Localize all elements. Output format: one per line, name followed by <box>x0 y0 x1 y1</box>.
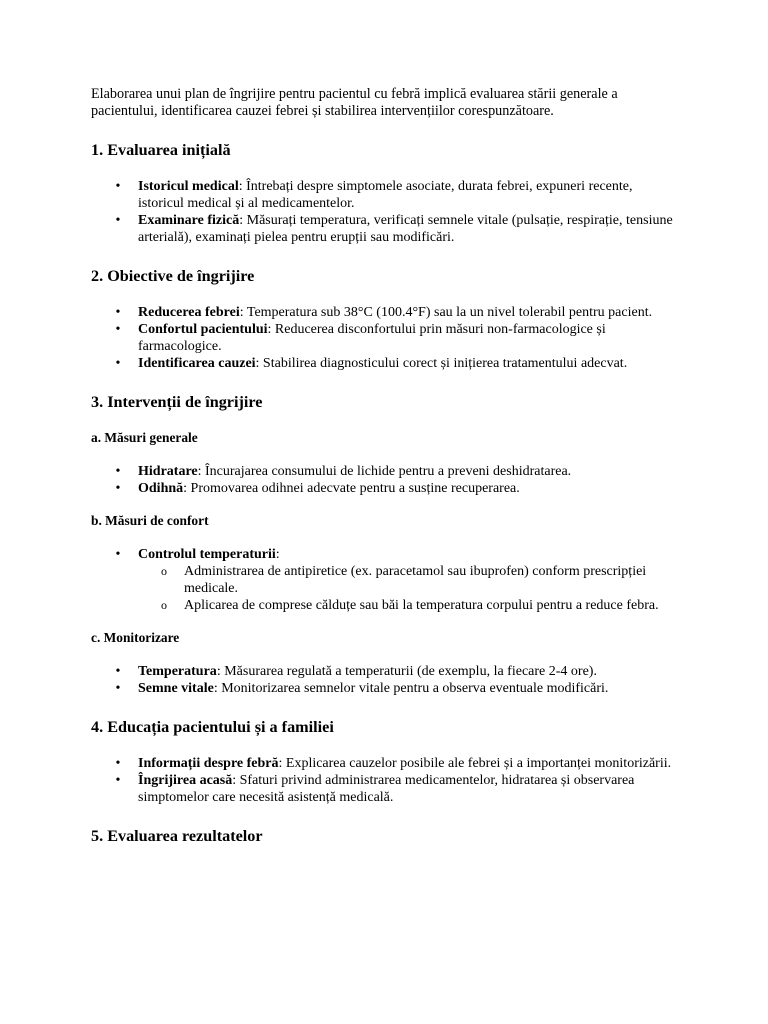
subsection-heading-masuri-confort: b. Măsuri de confort <box>91 513 209 528</box>
item-text: : Monitorizarea semnelor vitale pentru a observa eventuale modificări. <box>213 681 609 696</box>
bullet-icon: • <box>115 322 121 337</box>
list-item <box>91 663 681 680</box>
sub-bullet-list <box>138 563 681 614</box>
intro-paragraph: Elaborarea unui plan de îngrijire pentru pacientul cu febră implică evaluarea stării generale a pacientului, identificarea cauzei febrei și stabilirea intervențiilor corespunzătoare. <box>91 86 618 119</box>
bullet-list <box>91 178 681 246</box>
item-text: : Reducerea disconfortului prin măsuri non-farmacologice și farmacologice. <box>138 322 606 354</box>
list-item <box>91 680 681 697</box>
subsection-heading-masuri-generale: a. Măsuri generale <box>91 430 198 445</box>
item-label: Temperatura <box>138 664 217 679</box>
list-item <box>91 304 681 321</box>
list-item <box>91 755 681 772</box>
circle-bullet-icon: o <box>161 598 167 612</box>
bullet-icon: • <box>115 305 121 320</box>
item-text: : Promovarea odihnei adecvate pentru a susține recuperarea. <box>183 481 520 496</box>
sub-list-item <box>138 597 681 614</box>
bullet-list <box>91 546 681 614</box>
list-item <box>91 772 681 806</box>
sub-list-item <box>138 563 681 597</box>
sub-item-text: Administrarea de antipiretice (ex. paracetamol sau ibuprofen) conform prescripției medicale. <box>184 564 647 596</box>
bullet-icon: • <box>115 179 121 194</box>
list-item <box>91 178 681 212</box>
bullet-icon: • <box>115 756 121 771</box>
section-heading-obiective: 2. Obiective de îngrijire <box>91 267 255 285</box>
item-label: Îngrijirea acasă <box>138 773 233 788</box>
subsection-heading-monitorizare: c. Monitorizare <box>91 630 180 645</box>
bullet-icon: • <box>115 213 121 228</box>
item-label: Odihnă <box>138 481 184 496</box>
item-text: : Întrebați despre simptomele asociate, durata febrei, expuneri recente, istoricul medical și al medicamentelor. <box>138 179 633 211</box>
item-text: : Sfaturi privind administrarea medicamentelor, hidratarea și observarea simptomelor care necesită asistență medicală. <box>138 773 635 805</box>
section-heading-evaluare-initiala: 1. Evaluarea inițială <box>91 141 231 159</box>
bullet-icon: • <box>115 773 121 788</box>
section-heading-educatie: 4. Educația pacientului și a familiei <box>91 718 334 736</box>
item-text: : Încurajarea consumului de lichide pentru a preveni deshidratarea. <box>197 464 572 479</box>
item-label: Hidratare <box>138 464 198 479</box>
bullet-list <box>91 463 681 497</box>
item-label: Semne vitale <box>138 681 214 696</box>
bullet-icon: • <box>115 481 121 496</box>
item-label: Confortul pacientului <box>138 322 268 337</box>
item-text: : Temperatura sub 38°C (100.4°F) sau la un nivel tolerabil pentru pacient. <box>239 305 653 320</box>
bullet-icon: • <box>115 664 121 679</box>
list-item <box>91 355 681 372</box>
bullet-icon: • <box>115 356 121 371</box>
list-item <box>91 321 681 355</box>
list-item <box>91 463 681 480</box>
section-heading-evaluare-rezultate: 5. Evaluarea rezultatelor <box>91 827 263 845</box>
document-page <box>91 86 681 864</box>
bullet-list <box>91 663 681 697</box>
circle-bullet-icon: o <box>161 564 167 578</box>
bullet-icon: • <box>115 547 121 562</box>
item-text: : Explicarea cauzelor posibile ale febrei și a importanței monitorizării. <box>278 756 672 771</box>
item-label: Reducerea febrei <box>138 305 240 320</box>
list-item <box>91 546 681 614</box>
item-text: : Măsurați temperatura, verificați semnele vitale (pulsație, respirație, tensiune arterială), examinați pielea pentru erupții sau modificări. <box>138 213 673 245</box>
bullet-list <box>91 755 681 806</box>
bullet-list <box>91 304 681 372</box>
item-text: : <box>275 547 280 562</box>
item-text: : Măsurarea regulată a temperaturii (de exemplu, la fiecare 2-4 ore). <box>216 664 597 679</box>
bullet-icon: • <box>115 681 121 696</box>
section-heading-interventii: 3. Intervenții de îngrijire <box>91 393 263 411</box>
bullet-icon: • <box>115 464 121 479</box>
list-item <box>91 480 681 497</box>
list-item <box>91 212 681 246</box>
item-text: : Stabilirea diagnosticului corect și inițierea tratamentului adecvat. <box>255 356 628 371</box>
sub-item-text: Aplicarea de comprese călduțe sau băi la temperatura corpului pentru a reduce febra. <box>184 598 659 613</box>
item-label: Istoricul medical <box>138 179 239 194</box>
item-label: Examinare fizică <box>138 213 240 228</box>
item-label: Informații despre febră <box>138 756 279 771</box>
item-label: Identificarea cauzei <box>138 356 256 371</box>
item-label: Controlul temperaturii <box>138 547 276 562</box>
